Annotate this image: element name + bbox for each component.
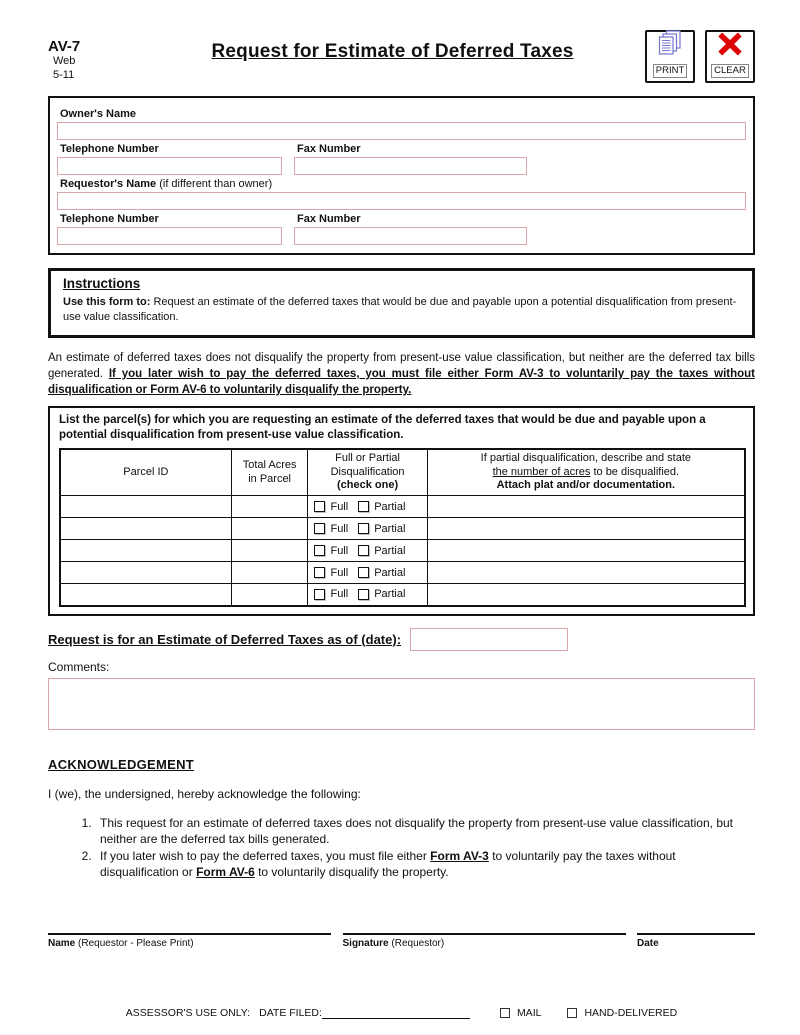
partial-checkbox[interactable]: [358, 567, 369, 578]
parcel-table-row: [60, 584, 745, 606]
name-signature-line[interactable]: Name (Requestor - Please Print): [48, 933, 331, 949]
full-checkbox-label: Full: [330, 588, 349, 601]
acknowledgement-item-1: 1. This request for an estimate of deferred taxes does not disqualify the property from present-use value classification, but neither are the deferred tax bills generated.: [95, 815, 755, 847]
partial-checkbox-label: Partial: [374, 566, 406, 579]
partial-description-cell[interactable]: [427, 584, 745, 606]
header: [48, 28, 755, 83]
requestor-telephone-label: Telephone Number: [60, 213, 159, 225]
parcel-id-header: Parcel ID: [60, 449, 231, 496]
full-checkbox-label: Full: [330, 566, 349, 579]
instructions-box: [48, 268, 755, 338]
date-filed-label: DATE FILED:: [259, 1006, 322, 1019]
form-av6-reference: Form AV-6: [196, 865, 255, 880]
acknowledgement-list: [48, 815, 755, 881]
request-date-input[interactable]: [410, 628, 568, 651]
parcel-intro-text: List the parcel(s) for which you are requesting an estimate of the deferred taxes that would be due and payable upon a potential disqualification from present-use value classification.: [59, 414, 706, 441]
clear-button-label: CLEAR: [711, 64, 749, 78]
full-checkbox[interactable]: [314, 567, 325, 578]
total-acres-cell[interactable]: [231, 584, 308, 606]
requestor-fax-label: Fax Number: [297, 213, 361, 225]
comments-textarea[interactable]: [48, 678, 755, 730]
owner-fax-input[interactable]: [294, 157, 527, 175]
signature-line[interactable]: Signature (Requestor): [343, 933, 626, 949]
requestor-name-label: Requestor's Name (if different than owner): [60, 178, 273, 190]
owner-name-input[interactable]: [57, 122, 746, 140]
partial-description-cell[interactable]: [427, 540, 745, 562]
signature-section: [48, 933, 755, 949]
full-checkbox[interactable]: [314, 589, 325, 600]
parcel-table-row: [60, 562, 745, 584]
parcel-list-box: [48, 406, 755, 616]
request-date-label: Request is for an Estimate of Deferred Taxes as of (date):: [48, 631, 402, 647]
parcel-table-header-row: [60, 449, 745, 496]
mail-checkbox-label: MAIL: [516, 1006, 542, 1019]
total-acres-cell[interactable]: [231, 540, 308, 562]
partial-checkbox-label: Partial: [374, 588, 406, 601]
owner-telephone-input[interactable]: [57, 157, 282, 175]
form-code-sub2: 5-11: [53, 68, 75, 81]
requestor-fax-input[interactable]: [294, 227, 527, 245]
requestor-phone-fax-row: [57, 210, 746, 245]
full-checkbox[interactable]: [314, 545, 325, 556]
full-checkbox-label: Full: [330, 522, 349, 535]
form-code: AV-7: [48, 38, 81, 55]
full-checkbox[interactable]: [314, 501, 325, 512]
comments-label: Comments:: [48, 659, 110, 674]
date-line[interactable]: Date: [637, 933, 755, 949]
assessor-use-only-label: ASSESSOR'S USE ONLY:: [125, 1006, 251, 1019]
clear-button[interactable]: [705, 30, 755, 83]
disqualification-cell: [308, 540, 427, 562]
partial-checkbox[interactable]: [358, 589, 369, 600]
notice-bold-text: If you later wish to pay the deferred taxes, you must file either Form AV-3 to voluntarily pay the taxes without disqualification or Form AV-6 to voluntarily disqualify the property.: [48, 367, 755, 396]
hand-delivered-checkbox[interactable]: [567, 1008, 577, 1018]
page-title: Request for Estimate of Deferred Taxes: [211, 41, 574, 62]
partial-checkbox[interactable]: [358, 545, 369, 556]
header-buttons: [645, 28, 755, 83]
disqualification-cell: [308, 518, 427, 540]
parcel-id-cell[interactable]: [60, 584, 231, 606]
instructions-text: Use this form to: Request an estimate of the deferred taxes that would be due and payable upon a potential disqualification from present-use value classification.: [63, 296, 737, 324]
full-checkbox-label: Full: [330, 500, 349, 513]
print-button-label: PRINT: [653, 64, 688, 78]
notice-paragraph: An estimate of deferred taxes does not disqualify the property from present-use value classification, but neither are the deferred tax bills generated. If you later wish to pay the deferred taxes, you must file either Form AV-3 to voluntarily pay the taxes without disqualification or Form AV-6 to voluntarily disqualify the property.: [48, 351, 755, 396]
acknowledgement-heading: ACKNOWLEDGEMENT: [48, 756, 195, 772]
requestor-telephone-input[interactable]: [57, 227, 282, 245]
assessor-use-row: [48, 1006, 755, 1019]
partial-description-cell[interactable]: [427, 496, 745, 518]
total-acres-cell[interactable]: [231, 562, 308, 584]
use-this-form-label: Use this form to:: [63, 296, 151, 308]
print-pages-icon: [658, 30, 683, 62]
parcel-id-cell[interactable]: [60, 518, 231, 540]
acknowledgement-intro: I (we), the undersigned, hereby acknowledge the following:: [48, 786, 361, 801]
partial-description-cell[interactable]: [427, 518, 745, 540]
print-button[interactable]: [645, 30, 695, 83]
disqualification-cell: [308, 496, 427, 518]
disqualification-cell: [308, 584, 427, 606]
full-partial-header: Full or Partial Disqualification (check one): [308, 449, 427, 496]
parcel-table: [59, 448, 746, 607]
parcel-table-row: [60, 518, 745, 540]
contact-info-box: [48, 96, 755, 255]
owner-phone-fax-row: [57, 140, 746, 175]
total-acres-header: Total Acres in Parcel: [231, 449, 308, 496]
hand-delivered-checkbox-label: HAND-DELIVERED: [584, 1006, 678, 1019]
form-code-block: [48, 28, 140, 83]
clear-x-icon: [717, 31, 743, 62]
parcel-table-row: [60, 540, 745, 562]
request-date-row: [48, 628, 755, 651]
full-checkbox-label: Full: [330, 544, 349, 557]
partial-checkbox[interactable]: [358, 523, 369, 534]
requestor-name-note: (if different than owner): [156, 178, 273, 190]
requestor-name-input[interactable]: [57, 192, 746, 210]
acknowledgement-item-2: 2. If you later wish to pay the deferred taxes, you must file either Form AV-3 to voluntarily pay the taxes without disqualification or Form AV-6 to voluntarily disqualify the property.: [95, 848, 755, 880]
parcel-table-row: [60, 496, 745, 518]
owner-telephone-label: Telephone Number: [60, 143, 159, 155]
total-acres-cell[interactable]: [231, 518, 308, 540]
total-acres-cell[interactable]: [231, 496, 308, 518]
parcel-id-cell[interactable]: [60, 540, 231, 562]
owner-fax-label: Fax Number: [297, 143, 361, 155]
partial-checkbox-label: Partial: [374, 522, 406, 535]
partial-description-cell[interactable]: [427, 562, 745, 584]
owner-name-label: Owner's Name: [60, 108, 136, 120]
form-av3-reference: Form AV-3: [430, 849, 489, 864]
parcel-id-cell[interactable]: [60, 562, 231, 584]
date-filed-input[interactable]: [322, 1006, 470, 1019]
form-code-sub1: Web: [53, 55, 76, 67]
partial-checkbox-label: Partial: [374, 500, 406, 513]
partial-checkbox[interactable]: [358, 501, 369, 512]
partial-checkbox-label: Partial: [374, 544, 406, 557]
full-checkbox[interactable]: [314, 523, 325, 534]
disqualification-cell: [308, 562, 427, 584]
mail-checkbox[interactable]: [500, 1008, 510, 1018]
partial-description-header: If partial disqualification, describe and state the number of acres to be disqualified. Attach plat and/or documentation.: [427, 449, 745, 496]
parcel-id-cell[interactable]: [60, 496, 231, 518]
instructions-heading: Instructions: [63, 276, 141, 291]
